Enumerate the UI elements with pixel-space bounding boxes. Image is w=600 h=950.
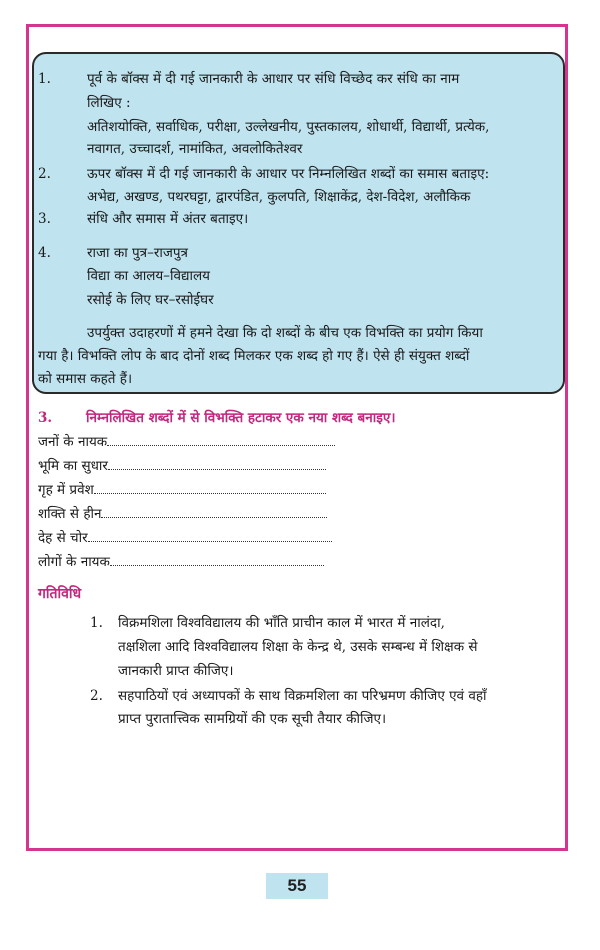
answer-blank[interactable] <box>88 531 332 542</box>
answer-blank[interactable] <box>101 507 327 518</box>
fill-item <box>38 529 332 547</box>
q1-line2: लिखिए : <box>87 95 131 111</box>
fill-item <box>38 505 327 523</box>
answer-blank[interactable] <box>110 555 324 566</box>
box-paragraph-line2: गया है। विभक्ति लोप के बाद दोनों शब्द मिलकर एक शब्द हो गए हैं। ऐसे ही संयुक्त शब्दों <box>38 348 470 364</box>
activity2-line1: सहपाठियों एवं अध्यापकों के साथ विक्रमशिला का परिभ्रमण कीजिए एवं वहाँ <box>118 688 487 704</box>
answer-blank[interactable] <box>108 459 326 470</box>
q1-words2: नवागत, उच्चादर्श, नामांकित, अवलोकितेश्वर <box>87 141 303 157</box>
fill-item-label: जनों के नायक <box>38 434 108 450</box>
q4-example2: विद्या का आलय–विद्यालय <box>87 268 210 284</box>
fill-item-label: लोगों के नायक <box>38 554 110 570</box>
q2-words: अभेद्य, अखण्ड, पथरघट्टा, द्वारपंडित, कुलपति, शिक्षाकेंद्र, देश-विदेश, अलौकिक <box>87 189 471 205</box>
fill-item <box>38 433 335 451</box>
activity2-number: 2. <box>90 688 103 704</box>
fill-item <box>38 553 324 571</box>
fill-item-label: भूमि का सुधार <box>38 458 108 474</box>
q1-number: 1. <box>38 71 51 87</box>
q3-number: 3. <box>38 211 51 227</box>
fill-item-label: देह से चोर <box>38 530 88 546</box>
activity1-number: 1. <box>90 615 103 631</box>
q1-line1: पूर्व के बॉक्स में दी गई जानकारी के आधार पर संधि विच्छेद कर संधि का नाम <box>87 71 460 87</box>
activity1-line1: विक्रमशिला विश्वविद्यालय की भाँति प्राचीन काल में भारत में नालंदा, <box>118 615 445 631</box>
page-number: 55 <box>266 873 328 899</box>
answer-blank[interactable] <box>107 435 335 446</box>
q2-line1: ऊपर बॉक्स में दी गई जानकारी के आधार पर निम्नलिखित शब्दों का समास बताइए: <box>87 166 490 182</box>
activity2-line2: प्राप्त पुरातात्त्विक सामग्रियों की एक सूची तैयार कीजिए। <box>118 711 387 727</box>
box-paragraph-line1: उपर्युक्त उदाहरणों में हमने देखा कि दो शब्दों के बीच एक विभक्ति का प्रयोग किया <box>87 325 483 341</box>
fill-item <box>38 457 326 475</box>
q4-example1: राजा का पुत्र–राजपुत्र <box>87 245 189 261</box>
fill-item <box>38 481 326 499</box>
activity-heading: गतिविधि <box>38 586 82 602</box>
section3-heading: निम्नलिखित शब्दों में से विभक्ति हटाकर एक नया शब्द बनाइए। <box>86 410 396 426</box>
fill-item-label: शक्ति से हीन <box>38 506 102 522</box>
activity1-line2: तक्षशिला आदि विश्वविद्यालय शिक्षा के केन्द्र थे, उसके सम्बन्ध में शिक्षक से <box>118 639 478 655</box>
section3-number: 3. <box>38 410 53 426</box>
q3-line1: संधि और समास में अंतर बताइए। <box>87 211 249 227</box>
activity1-line3: जानकारी प्राप्त कीजिए। <box>118 663 234 679</box>
q2-number: 2. <box>38 166 51 182</box>
q4-example3: रसोई के लिए घर–रसोईघर <box>87 292 214 308</box>
fill-item-label: गृह में प्रवेश <box>38 482 94 498</box>
box-paragraph-line3: को समास कहते हैं। <box>38 371 133 387</box>
answer-blank[interactable] <box>94 483 326 494</box>
q4-number: 4. <box>38 245 51 261</box>
q1-words1: अतिशयोक्ति, सर्वाधिक, परीक्षा, उल्लेखनीय, पुस्तकालय, शोधार्थी, विद्यार्थी, प्रत्येक, <box>87 119 490 135</box>
